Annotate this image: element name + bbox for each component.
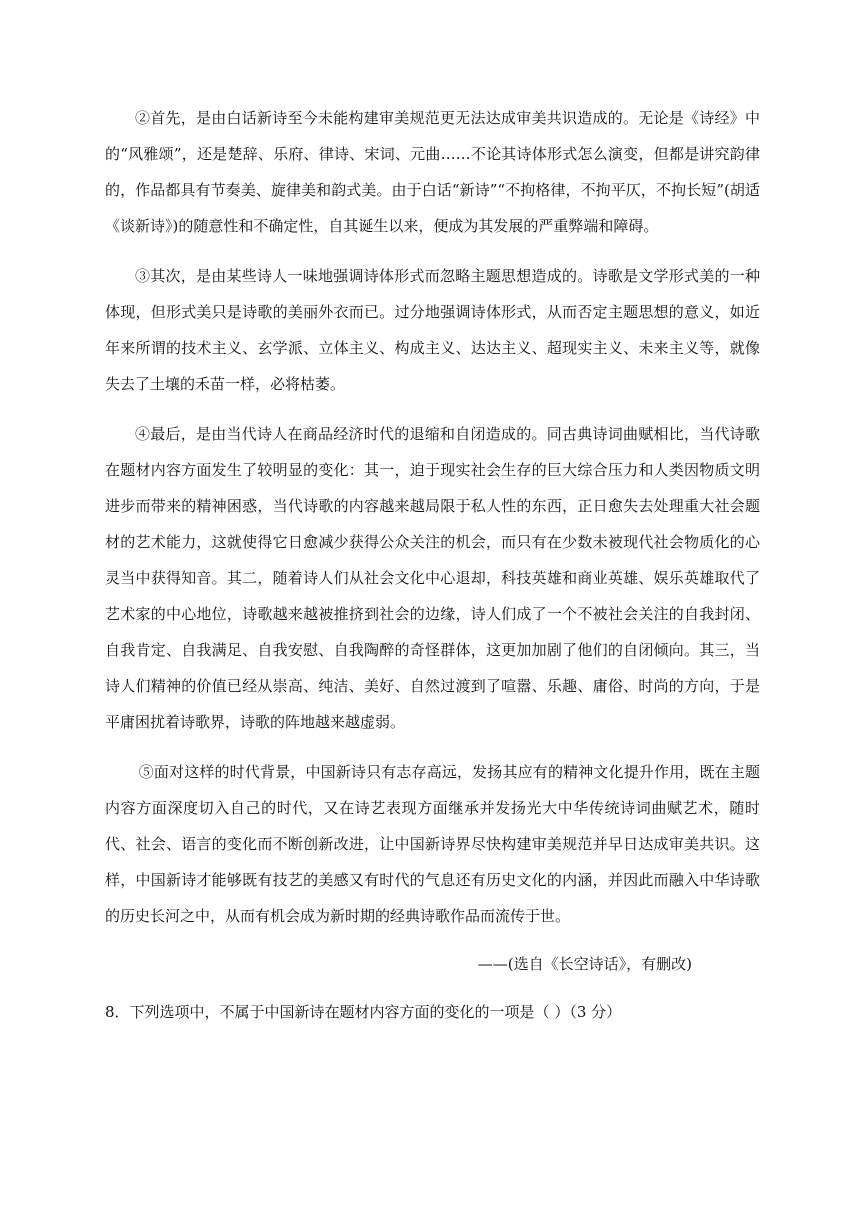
paragraph-3: ③其次，是由某些诗人一味地强调诗体形式而忽略主题思想造成的。诗歌是文学形式美的一种体现，但形式美只是诗歌的美丽外衣而已。过分地强调诗体形式，从而否定主题思想的意义，如近年来所谓的技术主义、玄学派、立体主义、构成主义、达达主义、超现实主义、未来主义等，就像失去了土壤的禾苗一样，必将枯萎。 [105,267,760,393]
source-citation: ——(选自《长空诗话》，有删改) [477,955,692,973]
paragraph-4: ④最后，是由当代诗人在商品经济时代的退缩和自闭造成的。同古典诗词曲赋相比，当代诗歌在题材内容方面发生了较明显的变化：其一，迫于现实社会生存的巨大综合压力和人类因物质文明进步而带来的精神困惑，当代诗歌的内容越来越局限于私人性的东西，正日愈失去处理重大社会题材的艺术能力，这就使得它日愈减少获得公众关注的机会，而只有在少数未被现代社会物质化的心灵当中获得知音。其二，随着诗人们从社会文化中心退却，科技英雄和商业英雄、娱乐英雄取代了艺术家的中心地位，诗歌越来越被推挤到社会的边缘，诗人们成了一个不被社会关注的自我封闭、自我肯定、自我满足、自我安慰、自我陶醉的奇怪群体，这更加加剧了他们的自闭倾向。其三，当诗人们精神的价值已经从崇高、纯洁、美好、自然过渡到了喧嚣、乐趣、庸俗、时尚的方向，于是平庸困扰着诗歌界，诗歌的阵地越来越虚弱。 [105,425,760,731]
paragraph-2: ②首先，是由白话新诗至今未能构建审美规范更无法达成审美共识造成的。无论是《诗经》中的“风雅颂”，还是楚辞、乐府、律诗、宋词、元曲……不论其诗体形式怎么演变，但都是讲究韵律的，作品都具有节奏美、旋律美和韵式美。由于白话“新诗”“不拘格律，不拘平仄，不拘长短”(胡适《谈新诗》)的随意性和不确定性，自其诞生以来，便成为其发展的严重弊端和障碍。 [105,109,760,235]
question-8: 8．下列选项中，不属于中国新诗在题材内容方面的变化的一项是（ ）（3 分） [105,1003,622,1021]
paragraph-5: ⑤面对这样的时代背景，中国新诗只有志存高远，发扬其应有的精神文化提升作用，既在主题内容方面深度切入自己的时代，又在诗艺表现方面继承并发扬光大中华传统诗词曲赋艺术，随时代、社会、语言的变化而不断创新改进，让中国新诗界尽快构建审美规范并早日达成审美共识。这样，中国新诗才能够既有技艺的美感又有时代的气息还有历史文化的内涵，并因此而融入中华诗歌的历史长河之中，从而有机会成为新时期的经典诗歌作品而流传于世。 [105,763,760,925]
document-page [105,100,760,1030]
